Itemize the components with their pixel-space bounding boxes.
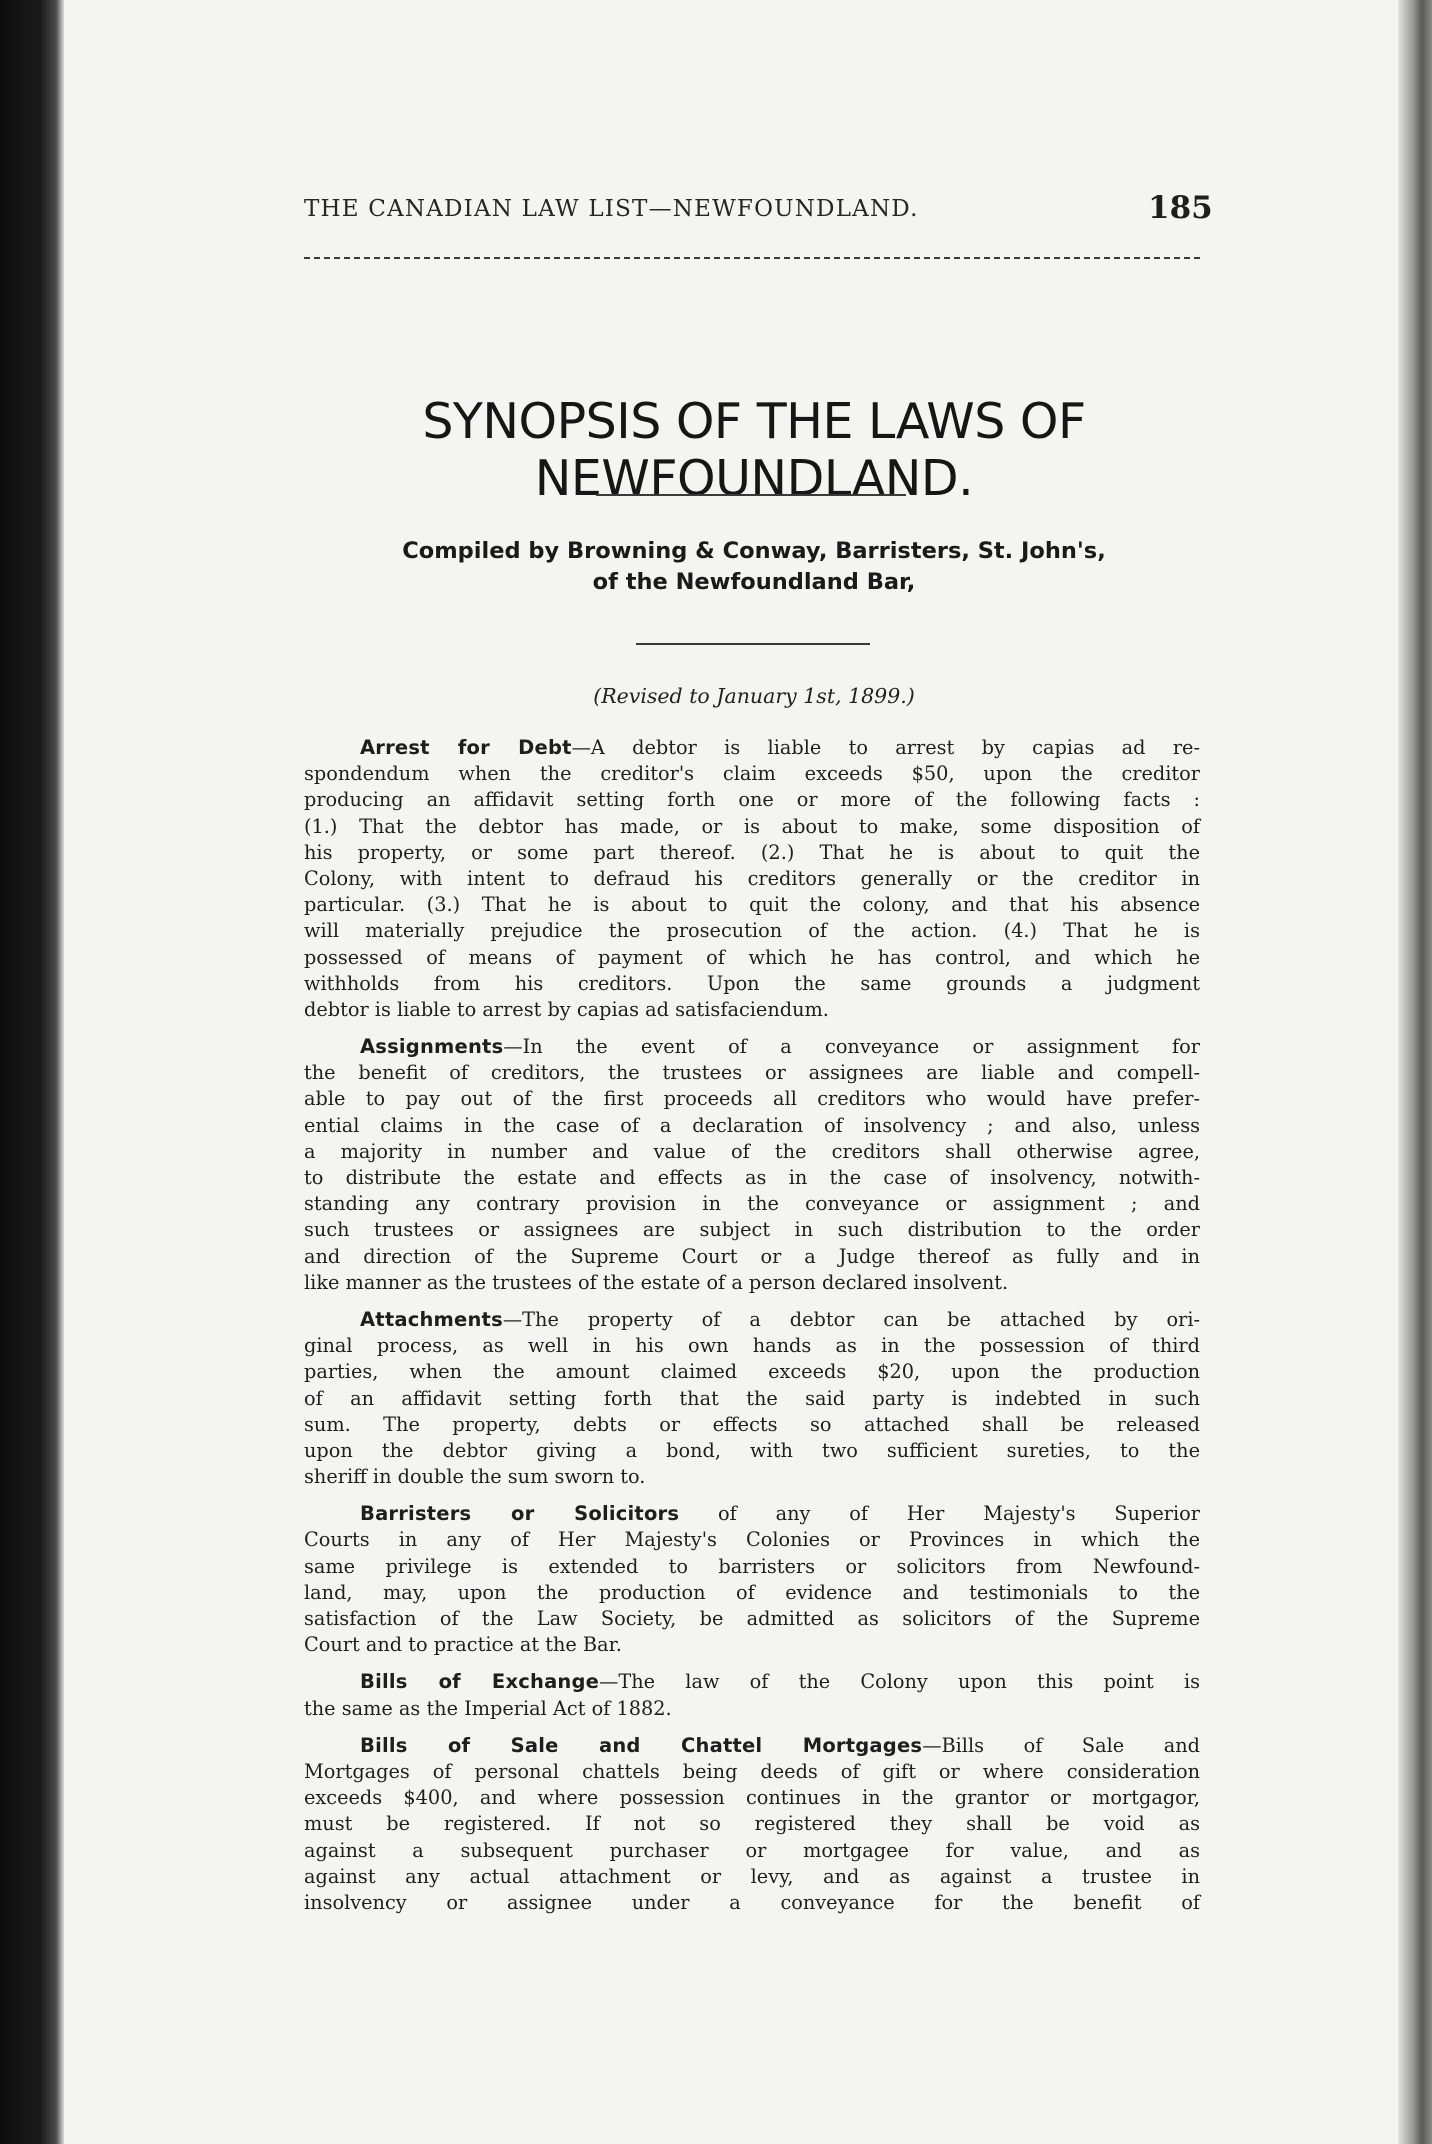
text-line: against any actual attachment or levy, and as against a trustee in bbox=[304, 1864, 1200, 1888]
text-line: producing an affidavit setting forth one or more of the following facts : bbox=[304, 788, 1200, 812]
section-heading: Bills of Sale and Chattel Mortgages bbox=[360, 1733, 923, 1757]
text-line: Assignments—In the event of a conveyance or assignment for bbox=[360, 1035, 1200, 1059]
text-line: the same as the Imperial Act of 1882. bbox=[304, 1696, 672, 1720]
text-line: like manner as the trustees of the estate of a person declared insolvent. bbox=[304, 1270, 1009, 1294]
text-line: Courts in any of Her Majesty's Colonies or Provinces in which the bbox=[304, 1528, 1200, 1552]
scan-binding-shadow bbox=[0, 0, 64, 2144]
section-bills-of-exchange bbox=[304, 1669, 1200, 1721]
text-line: Colony, with intent to defraud his creditors generally or the creditor in bbox=[304, 866, 1200, 890]
text-line: withholds from his creditors. Upon the same grounds a judgment bbox=[304, 971, 1200, 995]
section-heading: Assignments bbox=[360, 1035, 504, 1059]
text-line: and direction of the Supreme Court or a Judge thereof as fully and in bbox=[304, 1244, 1200, 1268]
section-heading: Bills of Exchange bbox=[360, 1670, 600, 1694]
text-line: (1.) That the debtor has made, or is about to make, some disposition of bbox=[304, 814, 1200, 838]
text-line: possessed of means of payment of which he has control, and which he bbox=[304, 945, 1200, 969]
text-line: able to pay out of the first proceeds all creditors who would have prefer- bbox=[304, 1087, 1200, 1111]
text-line: sum. The property, debts or effects so attached shall be released bbox=[304, 1412, 1200, 1436]
compiled-by-line: of the Newfoundland Bar, bbox=[592, 569, 916, 595]
text-line: satisfaction of the Law Society, be admitted as solicitors of the Supreme bbox=[304, 1607, 1200, 1630]
section-heading: Arrest for Debt bbox=[360, 736, 572, 759]
text-line: against a subsequent purchaser or mortgagee for value, and as bbox=[304, 1838, 1200, 1862]
text-line: Mortgages of personal chattels being deeds of gift or where consideration bbox=[304, 1759, 1200, 1783]
title-rule bbox=[596, 494, 906, 496]
compiled-by bbox=[304, 536, 1204, 598]
body-text bbox=[304, 735, 1200, 1927]
text-line: insolvency or assignee under a conveyance for the benefit of bbox=[304, 1890, 1200, 1914]
text-line: standing any contrary provision in the conveyance or assignment ; and bbox=[304, 1192, 1200, 1216]
text-line: debtor is liable to arrest by capias ad satisfaciendum. bbox=[304, 997, 829, 1021]
text-line: same privilege is extended to barristers or solicitors from Newfound- bbox=[304, 1554, 1200, 1578]
text-line: parties, when the amount claimed exceeds $20, upon the production bbox=[304, 1360, 1200, 1384]
section-arrest-for-debt bbox=[304, 735, 1200, 1023]
section-heading: Attachments bbox=[360, 1307, 503, 1331]
page-title: SYNOPSIS OF THE LAWS OF NEWFOUNDLAND. bbox=[422, 393, 1086, 507]
text-line: upon the debtor giving a bond, with two sufficient sureties, to the bbox=[304, 1438, 1200, 1462]
text-line: the benefit of creditors, the trustees or assignees are liable and compell- bbox=[304, 1061, 1200, 1085]
text-line: will materially prejudice the prosecution of the action. (4.) That he is bbox=[304, 919, 1200, 943]
text-line: must be registered. If not so registered they shall be void as bbox=[304, 1812, 1200, 1836]
text-line: his property, or some part thereof. (2.) That he is about to quit the bbox=[304, 840, 1200, 864]
text-line: Bills of Exchange—The law of the Colony upon this point is bbox=[360, 1670, 1201, 1694]
section-heading: Barristers or Solicitors bbox=[360, 1502, 680, 1526]
text-line: land, may, upon the production of evidence and testimonials to the bbox=[304, 1580, 1200, 1604]
header-rule bbox=[304, 257, 1200, 259]
running-header bbox=[304, 190, 1213, 230]
subtitle-rule bbox=[636, 643, 870, 645]
text-line: such trustees or assignees are subject in such distribution to the order bbox=[304, 1218, 1200, 1242]
text-line: Court and to practice at the Bar. bbox=[304, 1633, 622, 1657]
scan-page-edge bbox=[1398, 0, 1432, 2144]
text-line: ginal process, as well in his own hands as in the possession of third bbox=[304, 1334, 1200, 1358]
text-line: a majority in number and value of the creditors shall otherwise agree, bbox=[304, 1139, 1200, 1163]
page-number: 185 bbox=[1148, 190, 1213, 226]
text-line: sheriff in double the sum sworn to. bbox=[304, 1465, 646, 1489]
text-line: spondendum when the creditor's claim exceeds $50, upon the creditor bbox=[304, 762, 1200, 786]
text-line: Arrest for Debt—A debtor is liable to arrest by capias ad re- bbox=[360, 736, 1200, 759]
text-line: of an affidavit setting forth that the said party is indebted in such bbox=[304, 1386, 1200, 1410]
revised-date: (Revised to January 1st, 1899.) bbox=[593, 684, 915, 708]
text-line: Attachments—The property of a debtor can be attached by ori- bbox=[360, 1307, 1200, 1331]
section-assignments bbox=[304, 1034, 1200, 1296]
text-line: exceeds $400, and where possession continues in the grantor or mortgagor, bbox=[304, 1786, 1200, 1810]
running-title: THE CANADIAN LAW LIST—NEWFOUNDLAND. bbox=[304, 196, 919, 222]
text-line: Barristers or Solicitors of any of Her Majesty's Superior bbox=[360, 1502, 1201, 1526]
text-line: Bills of Sale and Chattel Mortgages—Bills of Sale and bbox=[360, 1733, 1201, 1757]
section-attachments bbox=[304, 1307, 1200, 1490]
section-barristers-or-solicitors bbox=[304, 1501, 1200, 1658]
book-page bbox=[64, 0, 1398, 2144]
text-line: to distribute the estate and effects as in the case of insolvency, notwith- bbox=[304, 1166, 1200, 1189]
text-line: ential claims in the case of a declaration of insolvency ; and also, unless bbox=[304, 1113, 1200, 1137]
compiled-by-line: Compiled by Browning & Conway, Barristers, St. John's, bbox=[402, 538, 1106, 564]
section-bills-of-sale bbox=[304, 1733, 1200, 1916]
text-line: particular. (3.) That he is about to quit the colony, and that his absence bbox=[304, 893, 1200, 917]
